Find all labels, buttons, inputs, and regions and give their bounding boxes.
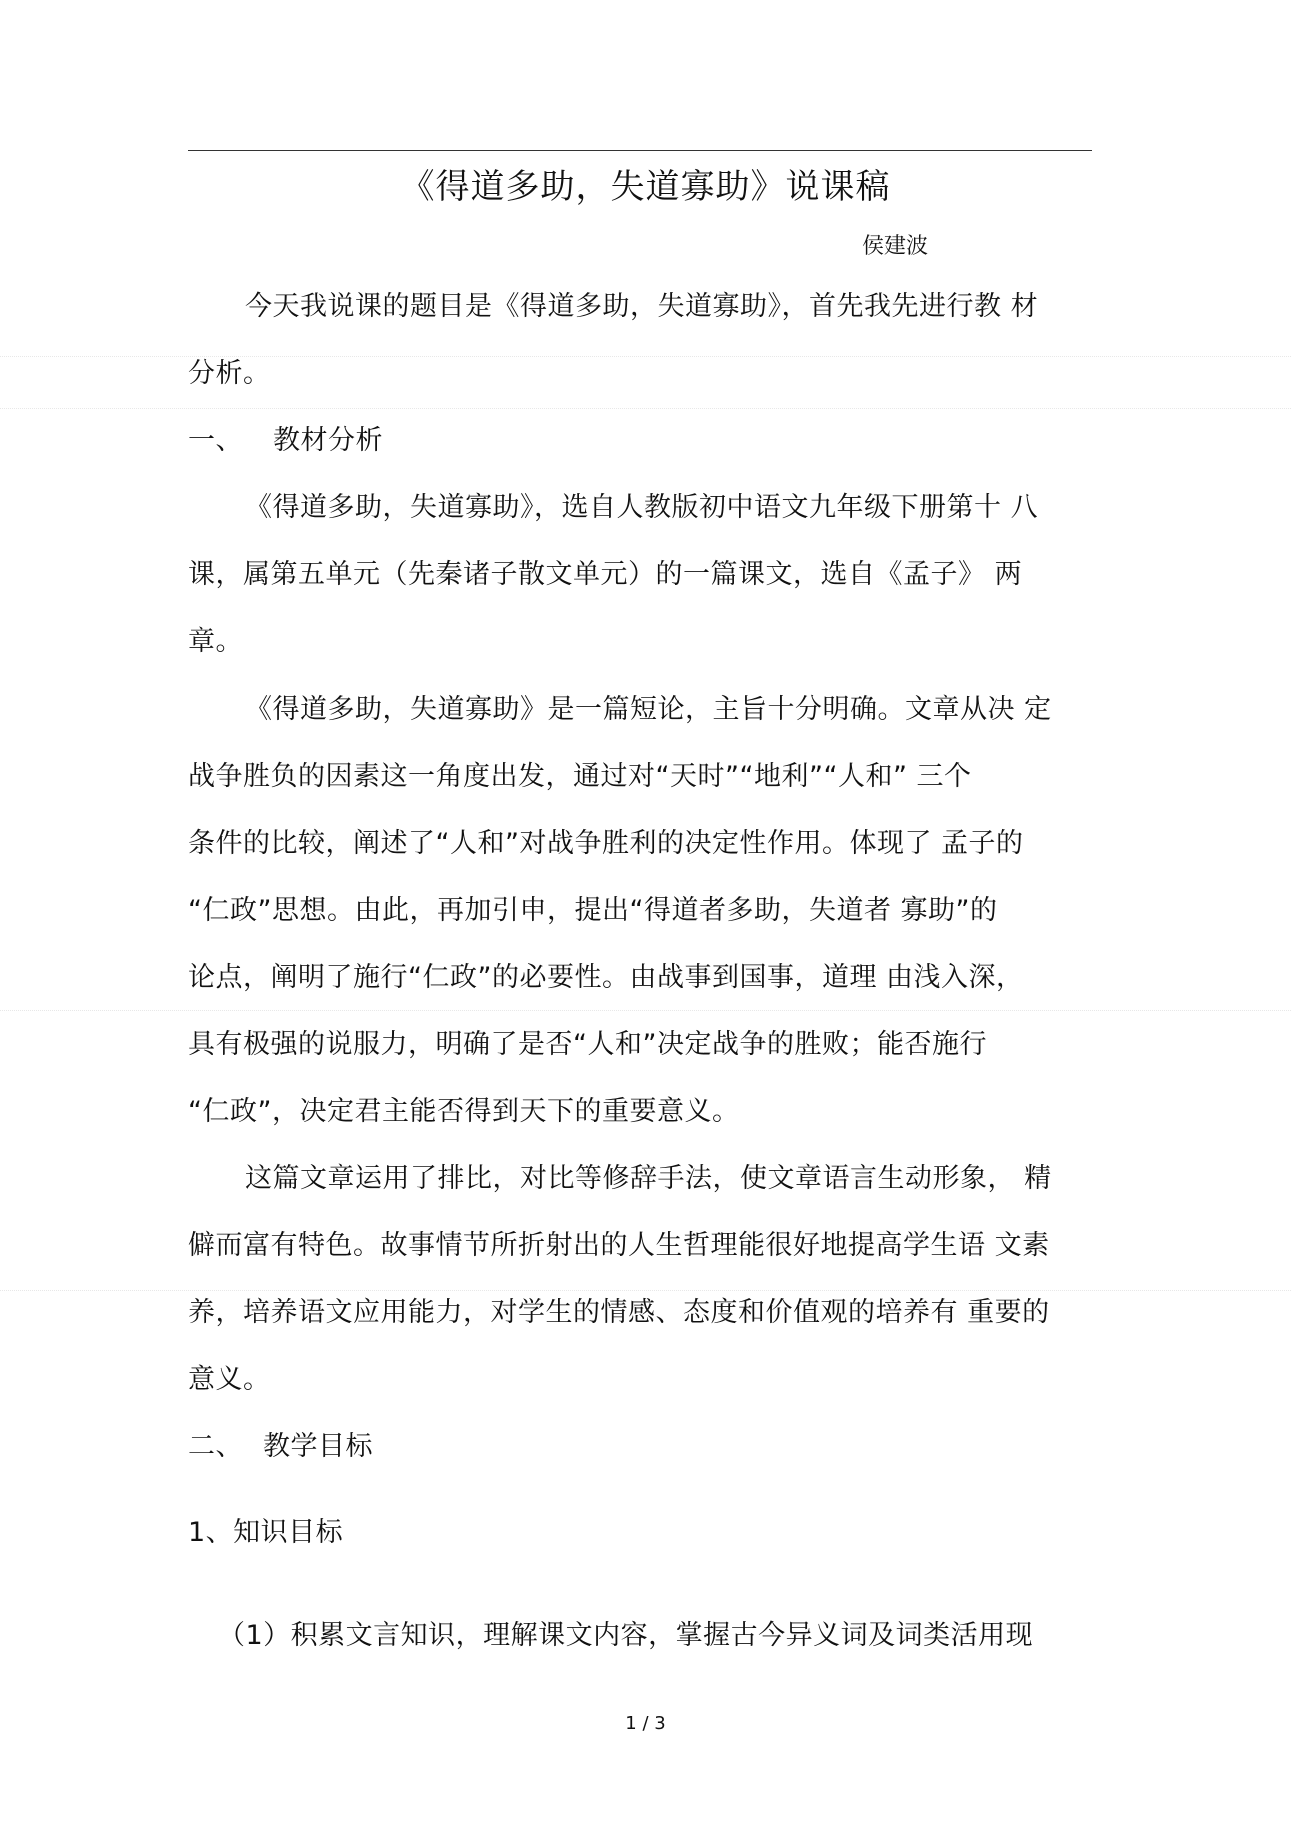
paragraph-line: 意义。 [188, 1364, 271, 1395]
scan-artifact-line [0, 1290, 1291, 1291]
paragraph-line: “仁政”，决定君主能否得到天下的重要意义。 [188, 1096, 740, 1127]
paragraph-line: 课，属第五单元（先秦诸子散文单元）的一篇课文，选自《孟子》 两 [188, 559, 1023, 590]
section-number: 一、 [188, 425, 243, 456]
paragraph-line: 《得道多助，失道寡助》，选自人教版初中语文九年级下册第十 八 [245, 492, 1039, 523]
paragraph-line: 论点，阐明了施行“仁政”的必要性。由战事到国事，道理 由浅入深， [188, 962, 1024, 993]
paragraph-line: 分析。 [188, 358, 271, 389]
paragraph-line: 具有极强的说服力，明确了是否“人和”决定战争的胜败；能否施行 [188, 1029, 987, 1060]
section-heading [188, 1427, 1092, 1467]
document-title: 《得道多助，失道寡助》说课稿 [400, 167, 891, 207]
paragraph-line: “仁政”思想。由此，再加引申，提出“得道者多助，失道者 寡助”的 [188, 895, 998, 926]
author-name: 侯建波 [862, 234, 929, 259]
paragraph-line: 战争胜负的因素这一角度出发，通过对“天时”“地利”“人和” 三个 [188, 761, 972, 792]
paragraph-line: 《得道多助，失道寡助》是一篇短论，主旨十分明确。文章从决 定 [245, 694, 1052, 725]
page-number: 1 / 3 [625, 1713, 666, 1734]
header-rule [188, 150, 1092, 151]
scan-artifact-line [0, 1010, 1291, 1011]
section-label: 教学目标 [263, 1431, 373, 1462]
paragraph-line: 这篇文章运用了排比，对比等修辞手法，使文章语言生动形象， 精 [245, 1163, 1052, 1194]
scan-artifact-line [0, 408, 1291, 409]
section-number: 二、 [188, 1431, 243, 1462]
section-heading [188, 421, 1092, 461]
paragraph-line: 条件的比较，阐述了“人和”对战争胜利的决定性作用。体现了 孟子的 [188, 828, 1024, 859]
section-label: 教材分析 [273, 425, 383, 456]
paragraph-line: 章。 [188, 626, 243, 657]
paragraph-line: （1）积累文言知识，理解课文内容，掌握古今异义词及词类活用现 [218, 1620, 1034, 1651]
paragraph-line: 僻而富有特色。故事情节所折射出的人生哲理能很好地提高学生语 文素 [188, 1230, 1050, 1261]
subsection-heading: 1、知识目标 [188, 1517, 344, 1548]
paragraph-line: 养，培养语文应用能力，对学生的情感、态度和价值观的培养有 重要的 [188, 1297, 1050, 1328]
paragraph-line: 今天我说课的题目是《得道多助，失道寡助》，首先我先进行教 材 [245, 291, 1039, 322]
